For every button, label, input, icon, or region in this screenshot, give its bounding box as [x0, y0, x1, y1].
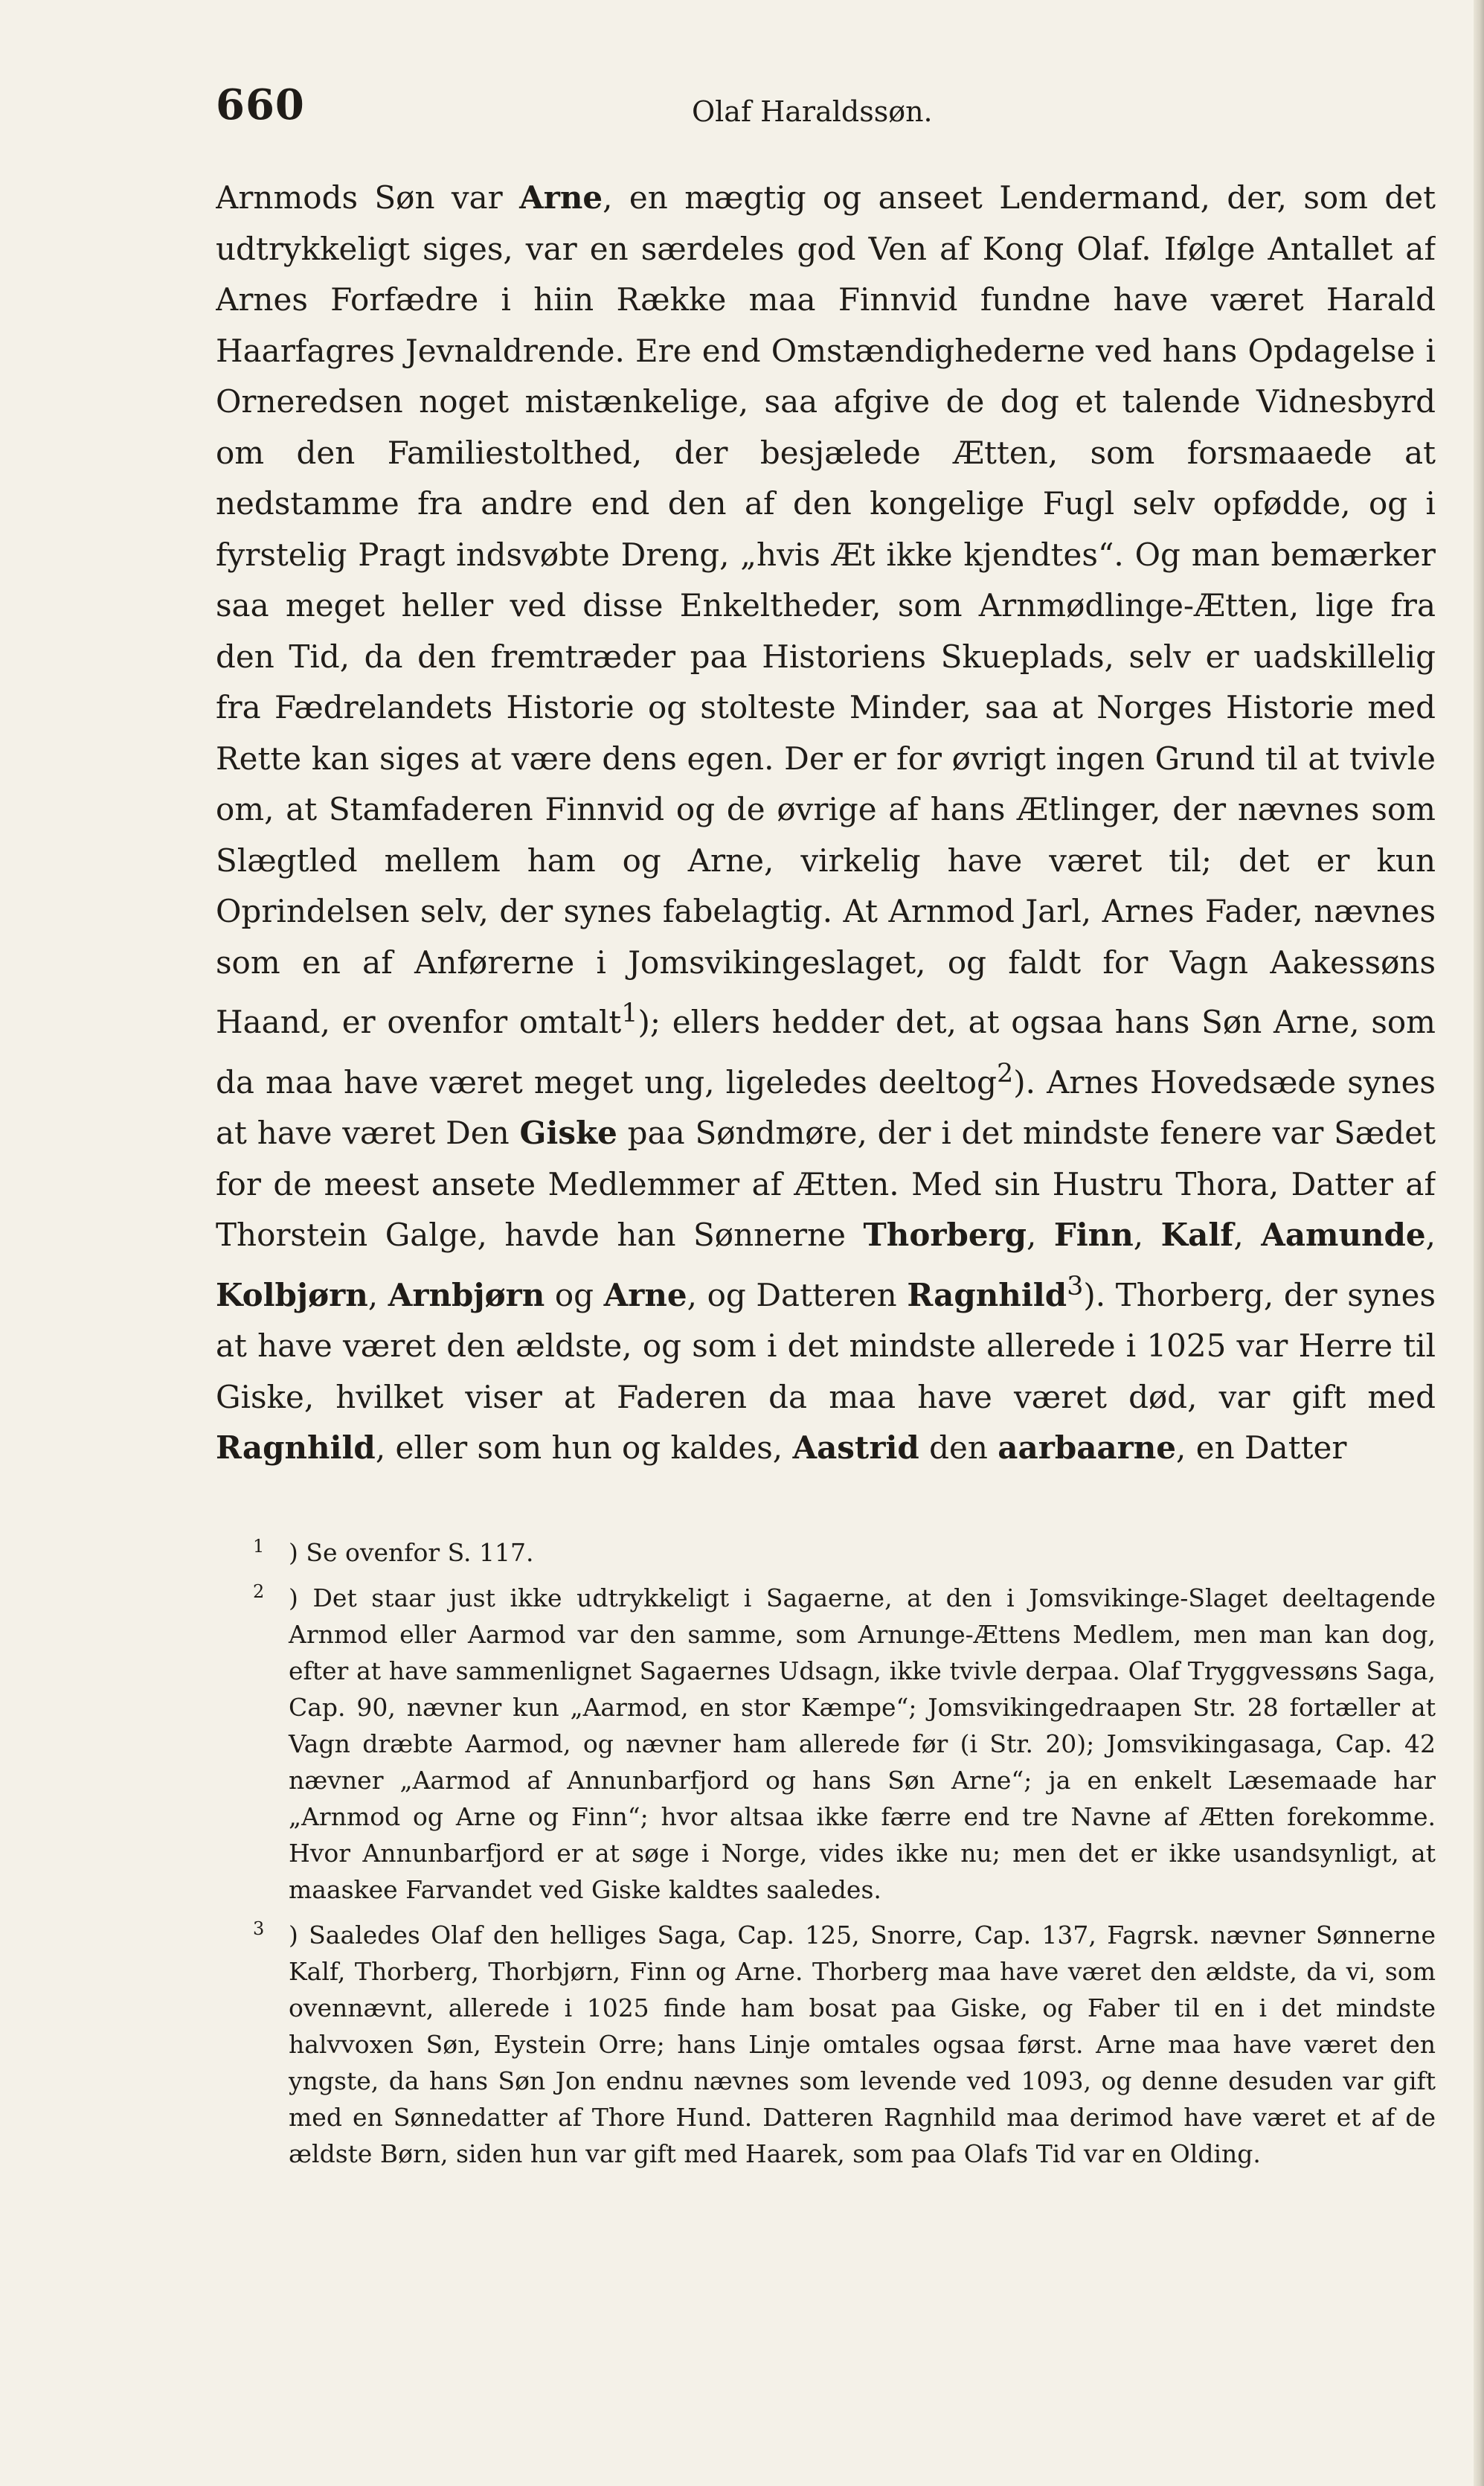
- footnote-text: ) Saaledes Olaf den helliges Saga, Cap. 125, Snorre, Cap. 137, Fagrsk. nævner Sønnerne Kalf, Thorberg, Thorbjørn, Finn og Arne. Thorberg maa have været den ældste, da vi, som ovennævnt, allerede i 1025 finde ham bosat paa Giske, og Faber til en i det mindste halvvoxen Søn, Eystein Orre; hans Linje omtales ogsaa først. Arne maa have været den yngste, da hans Søn Jon endnu nævnes som levende ved 1093, og denne desuden var gift med en Sønnedatter af Thore Hund. Datteren Ragnhild maa derimod have været et af de ældste Børn, siden hun var gift med Haarek, som paa Olafs Tid var en Olding.: [289, 1920, 1436, 2168]
- name-aastrid: Aastrid: [792, 1429, 919, 1466]
- name-aamunde: Aamunde: [1261, 1217, 1426, 1253]
- footnotes: [253, 1534, 1436, 2412]
- page-number: 660: [216, 80, 305, 129]
- name-arnbjorn: Arnbjørn: [388, 1276, 545, 1313]
- footnote-text: ) Se ovenfor S. 117.: [289, 1538, 534, 1567]
- epithet-aarbaarne: aarbaarne: [998, 1429, 1177, 1466]
- footnote-ref-3: 3: [1067, 1271, 1084, 1301]
- footnote-mark: 1: [253, 1536, 265, 1557]
- name-thorberg: Thorberg: [863, 1217, 1027, 1253]
- name-arne: Arne: [519, 179, 603, 216]
- paragraph: Arnmods Søn var Arne, en mægtig og anseet Lendermand, der, som det udtrykkeligt siges, var en særdeles god Ven af Kong Olaf. Ifølge Antallet af Arnes Forfædre i hiin Række maa Finnvid fundne have været Harald Haarfagres Jevnaldrende. Ere end Omstændighederne ved hans Opdagelse i Orneredsen noget mistænkelige, saa afgive de dog et talende Vidnesbyrd om den Familiestolthed, der besjælede Ætten, som forsmaaede at nedstamme fra andre end den af den kongelige Fugl selv opfødde, og i fyrstelig Pragt indsvøbte Dreng, „hvis Æt ikke kjendtes“. Og man bemærker saa meget heller ved disse Enkeltheder, som Arnmødlinge-Ætten, lige fra den Tid, da den fremtræder paa Historiens Skueplads, selv er uadskillelig fra Fædrelandets Historie og stolteste Minder, saa at Norges Historie med Rette kan siges at være dens egen. Der er for øvrigt ingen Grund til at tvivle om, at Stamfaderen Finnvid og de øvrige af hans Ætlinger, der nævnes som Slægtled mellem ham og Arne, virkelig have været til; det er kun Oprindelsen selv, der synes fabelagtig. At Arnmod Jarl, Arnes Fader, nævnes som en af Anførerne i Jomsvikingeslaget, og faldt for Vagn Aakessøns Haand, er ovenfor omtalt$^1$); ellers hedder det, at ogsaa hans Søn Arne, som da maa have været meget ung, ligeledes deeltog$^2$). Arnes Hovedsæde synes at have været Den Giske paa Søndmøre, der i det mindste fenere var Sædet for de meest ansete Medlemmer af Ætten. Med sin Hustru Thora, Datter af Thorstein Galge, havde han Sønnerne Thorberg, Finn, Kalf, Aamunde, Kolbjørn, Arnbjørn og Arne, og Datteren Ragnhild$^3$). Thorberg, der synes at have været den ældste, og som i det mindste allerede i 1025 var Herre til Giske, hvilket viser at Faderen da maa have været død, var gift med Ragnhild, eller som hun og kaldes, Aastrid den aarbaarne, en Datter: [216, 179, 1436, 1466]
- footnote-ref-2: 2: [996, 1058, 1014, 1089]
- name-ragnhild-2: Ragnhild: [216, 1429, 376, 1466]
- footnote-1: [253, 1534, 1436, 1571]
- footnote-3: [253, 1917, 1436, 2172]
- name-kolbjorn: Kolbjørn: [216, 1276, 368, 1313]
- footnote-2: [253, 1580, 1436, 1908]
- name-kalf: Kalf: [1160, 1217, 1234, 1253]
- running-head: Olaf Haraldssøn.: [692, 95, 933, 128]
- footnote-mark: 3: [253, 1918, 265, 1939]
- name-ragnhild: Ragnhild: [907, 1276, 1067, 1313]
- footnote-ref-1: 1: [621, 999, 638, 1028]
- footnote-text: ) Det staar just ikke udtrykkeligt i Sagaerne, at den i Jomsvikinge-Slaget deeltagende Arnmod eller Aarmod var den samme, som Arnunge-Ættens Medlem, men man kan dog, efter at have sammenlignet Sagaernes Udsagn, ikke tvivle derpaa. Olaf Tryggvessøns Saga, Cap. 90, nævner kun „Aarmod, en stor Kæmpe“; Jomsvikingedraapen Str. 28 fortæller at Vagn dræbte Aarmod, og nævner ham allerede før (i Str. 20); Jomsvikingasaga, Cap. 42 nævner „Aarmod af Annunbarfjord og hans Søn Arne“; ja en enkelt Læsemaade har „Arnmod og Arne og Finn“; hvor altsaa ikke færre end tre Navne af Ætten forekomme. Hvor Annunbarfjord er at søge i Norge, vides ikke nu; men det er ikke usandsynligt, at maaskee Farvandet ved Giske kaldtes saaledes.: [289, 1583, 1436, 1904]
- place-giske: Giske: [519, 1115, 617, 1151]
- footnote-mark: 2: [253, 1581, 265, 1602]
- name-finn: Finn: [1053, 1217, 1134, 1253]
- page-edge: [1474, 0, 1484, 2486]
- name-arne-2: Arne: [603, 1276, 687, 1313]
- main-text: [216, 173, 1436, 1497]
- page-header: [216, 80, 1436, 140]
